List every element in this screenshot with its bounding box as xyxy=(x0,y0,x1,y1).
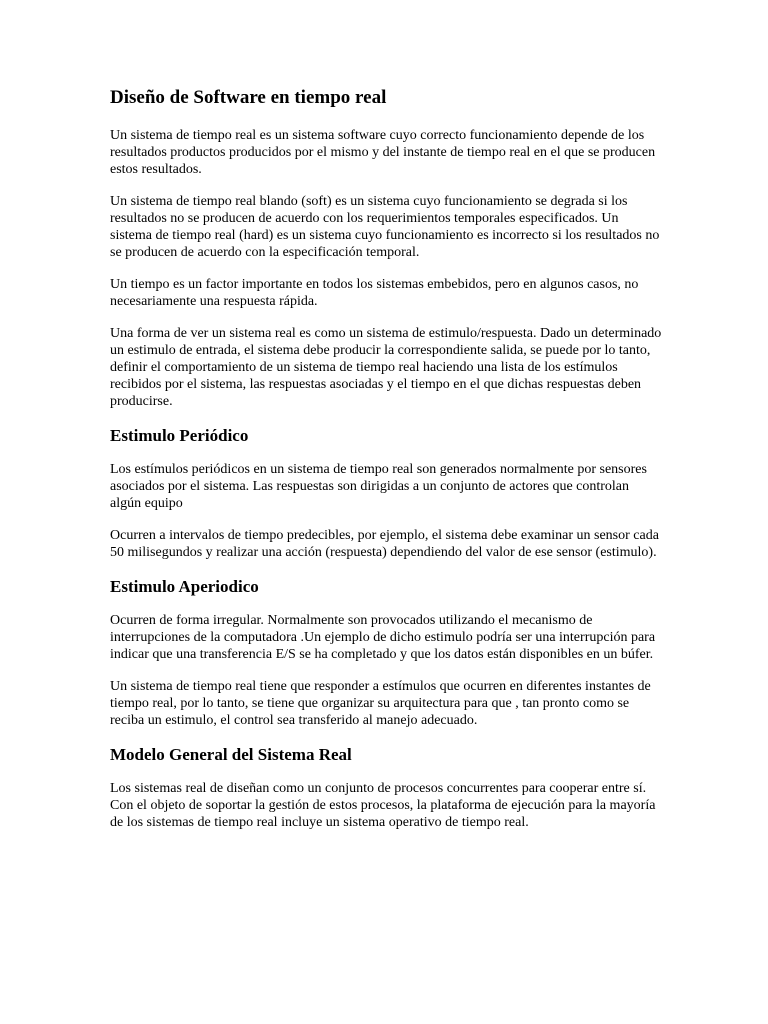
intro-paragraph: Una forma de ver un sistema real es como un sistema de estimulo/respuesta. Dado un determinado un estimulo de entrada, el sistema debe producir la correspondiente salida, se puede por lo tanto, definir el comportamiento de un sistema de tiempo real haciendo una lista de los estímulos recibidos por el sistema, las respuestas asociadas y el tiempo en el que dichas respuestas deben producirse. xyxy=(110,326,662,409)
document-page xyxy=(110,86,662,846)
section-paragraph: Un sistema de tiempo real tiene que responder a estímulos que ocurren en diferentes instantes de tiempo real, por lo tanto, se tiene que organizar su arquitectura para que , tan pronto como se reciba un estimulo, el control sea transferido al manejo adecuado. xyxy=(110,679,651,728)
section-paragraph: Los estímulos periódicos en un sistema de tiempo real son generados normalmente por sensores asociados por el sistema. Las respuestas son dirigidas a un conjunto de actores que controlan algún equipo xyxy=(110,462,647,511)
section-paragraph: Ocurren de forma irregular. Normalmente son provocados utilizando el mecanismo de interrupciones de la computadora .Un ejemplo de dicho estimulo podría ser una interrupción para indicar que una transferencia E/S se ha completado y que los datos están disponibles en un búfer. xyxy=(110,613,656,662)
section-heading-modelo-general: Modelo General del Sistema Real xyxy=(110,745,352,764)
intro-paragraph: Un sistema de tiempo real es un sistema software cuyo correcto funcionamiento depende de los resultados productos producidos por el mismo y del instante de tiempo real en el que se producen estos resultados. xyxy=(110,128,656,177)
section-paragraph: Ocurren a intervalos de tiempo predecibles, por ejemplo, el sistema debe examinar un sensor cada 50 milisegundos y realizar una acción (respuesta) dependiendo del valor de ese sensor (estimulo). xyxy=(110,528,659,560)
section-heading-estimulo-periodico: Estimulo Periódico xyxy=(110,426,249,445)
document-title: Diseño de Software en tiempo real xyxy=(110,87,387,108)
intro-paragraph: Un tiempo es un factor importante en todos los sistemas embebidos, pero en algunos casos, no necesariamente una respuesta rápida. xyxy=(110,277,639,309)
section-heading-estimulo-aperiodico: Estimulo Aperiodico xyxy=(110,577,259,596)
intro-paragraph: Un sistema de tiempo real blando (soft) es un sistema cuyo funcionamiento se degrada si los resultados no se producen de acuerdo con los requerimientos temporales especificados. Un sistema de tiempo real (hard) es un sistema cuyo funcionamiento es incorrecto si los resultados no se producen de acuerdo con la especificación temporal. xyxy=(110,194,660,260)
section-paragraph: Los sistemas real de diseñan como un conjunto de procesos concurrentes para cooperar entre sí. Con el objeto de soportar la gestión de estos procesos, la plataforma de ejecución para la mayoría de los sistemas de tiempo real incluye un sistema operativo de tiempo real. xyxy=(110,781,656,830)
